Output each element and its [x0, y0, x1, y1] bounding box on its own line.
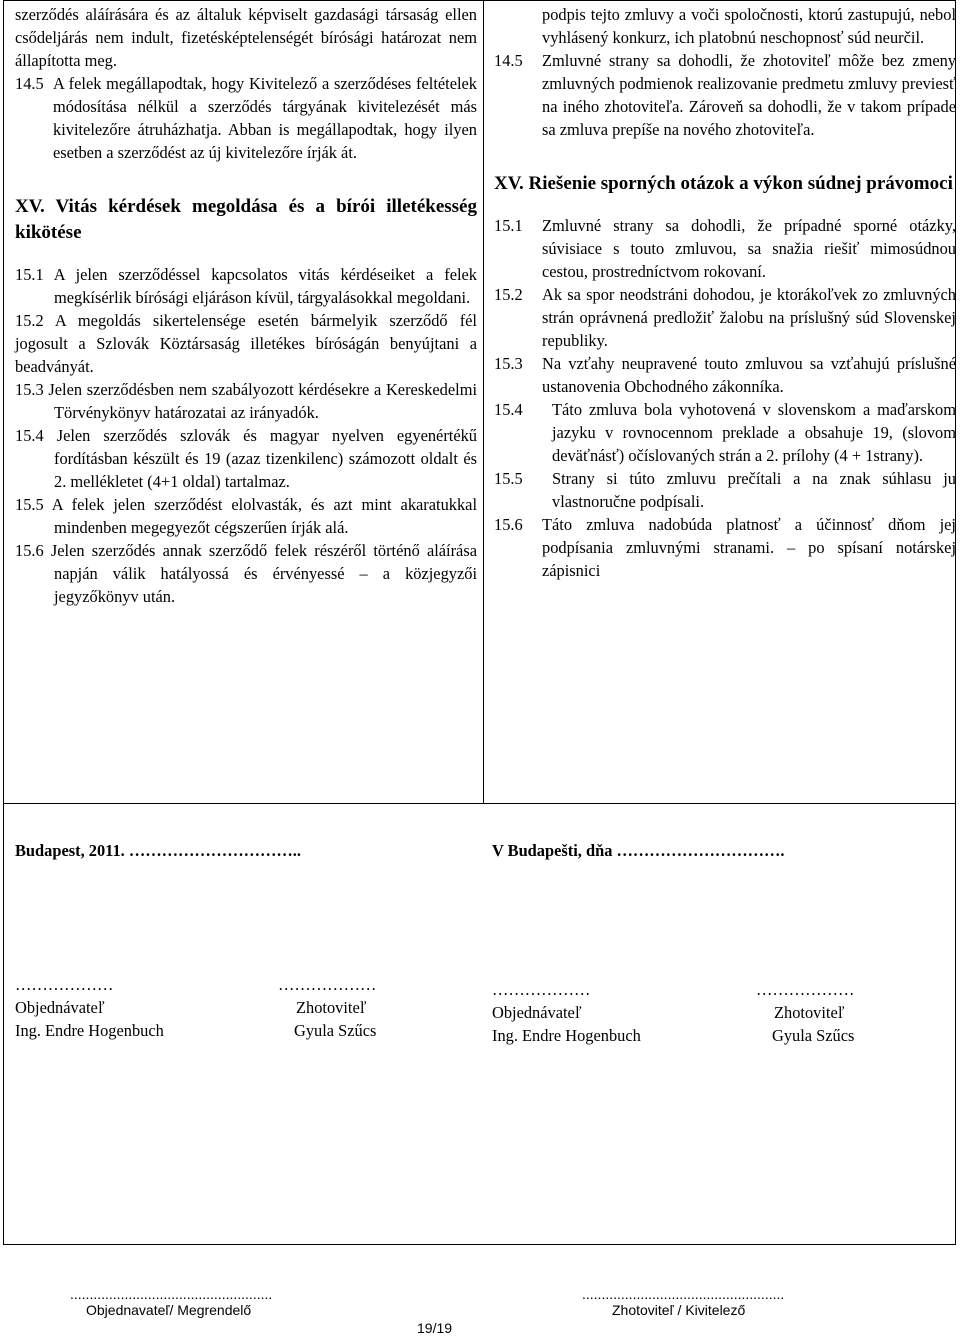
place-date: V Budapešti, dňa ………………………….: [492, 841, 785, 860]
clause-15-1: [494, 214, 956, 283]
intro-paragraph: szerződés aláírására és az általuk képviselt gazdasági társaság ellen csődeljárás nem indult, fizetésképtelenségét bírósági határozat nem állapította meg.: [15, 5, 477, 70]
signature-dots: ………………: [15, 975, 114, 994]
clause-text: Táto zmluva bola vyhotovená v slovenskom a maďarskom jazyku v rovnocennom preklade a obsahuje 19, (slovom deväťnásť) očíslovaných strán a 2. prílohy (4 + 1strany).: [552, 400, 956, 465]
signature-dots: ………………: [278, 975, 377, 994]
hungarian-column: [15, 3, 477, 608]
signature-role: Zhotoviteľ: [296, 998, 367, 1017]
row-divider: [4, 803, 955, 804]
clause-15-5: [15, 493, 477, 539]
clause-number: 15.6: [15, 541, 44, 560]
clause-15-3: [494, 352, 956, 398]
clause-number: 15.2: [15, 311, 44, 330]
clause-text: Na vzťahy neupravené touto zmluvou sa vzťahujú príslušné ustanovenia Obchodného zákonníka.: [542, 354, 956, 396]
slovak-column: [494, 3, 956, 582]
clause-15-4: [494, 398, 956, 467]
page-number: 19/19: [417, 1320, 453, 1336]
clause-number: 15.4: [15, 426, 44, 445]
signature-role: Zhotoviteľ: [774, 1003, 845, 1022]
clause-number: 15.3: [494, 354, 523, 373]
signature-role: Objednávateľ: [15, 998, 105, 1017]
footer-left-label: Objednavateľ/ Megrendelő: [86, 1302, 252, 1318]
contract-table: [3, 0, 956, 1245]
clause-number: 15.3: [15, 380, 44, 399]
clause-number: 15.1: [494, 216, 523, 235]
clause-number: 14.5: [494, 51, 523, 70]
signature-dots: ………………: [492, 980, 591, 999]
clause-text: A jelen szerződéssel kapcsolatos vitás kérdéseiket a felek megkísérlik bírósági eljáráson kívül, tárgyalásokkal megoldani.: [53, 265, 477, 307]
signature-role: Objednávateľ: [492, 1003, 582, 1022]
column-divider: [483, 1, 484, 803]
clause-text: Strany si túto zmluvu prečítali a na znak súhlasu ju vlastnoručne podpísali.: [552, 469, 956, 511]
clause-number: 14.5: [15, 74, 44, 93]
place-date: Budapest, 2011. …………………………..: [15, 841, 301, 860]
clause-15-6: [494, 513, 956, 582]
section-heading: XV. Vitás kérdések megoldása és a bírói illetékesség kikötése: [15, 196, 477, 243]
clause-number: 15.4: [494, 400, 523, 419]
clause-15-5: [494, 467, 956, 513]
clause-15-6: [15, 539, 477, 608]
clause-number: 15.5: [15, 495, 44, 514]
section-heading: XV. Riešenie sporných otázok a výkon súdnej právomoci: [494, 173, 953, 194]
clause-text: Ak sa spor neodstráni dohodou, je ktorákoľvek zo zmluvných strán oprávnená predložiť žalobu na príslušný súd Slovenskej republiky.: [542, 285, 956, 350]
footer-right-label: Zhotoviteľ / Kivitelező: [612, 1302, 746, 1318]
clause-14-5: [494, 49, 956, 141]
clause-15-2: [15, 309, 477, 378]
clause-text: Jelen szerződés szlovák és magyar nyelven egyenértékű fordításban készült és 19 (azaz tizenkilenc) számozott oldalt és 2. mellékletet (4+1 oldal) tartalmaz.: [54, 426, 477, 491]
intro-paragraph: podpis tejto zmluvy a voči spoločnosti, ktorú zastupujú, nebol vyhlásený konkurz, ich platobnú neschopnosť súd neurčil.: [542, 5, 956, 47]
signature-name: Gyula Szűcs: [772, 1026, 855, 1045]
signature-name: Ing. Endre Hogenbuch: [15, 1021, 164, 1040]
clause-number: 15.1: [15, 265, 44, 284]
signature-dots: ………………: [756, 980, 855, 999]
clause-text: Zmluvné strany sa dohodli, že zhotoviteľ môže bez zmeny zmluvných podmienok realizovanie predmetu zmluvy previesť na iného zhotoviteľa. Zároveň sa dohodli, že v takom prípade sa zmluva prepíše na nového zhotoviteľa.: [542, 51, 956, 139]
clause-15-4: [15, 424, 477, 493]
signature-name: Gyula Szűcs: [294, 1021, 377, 1040]
clause-text: Jelen szerződés annak szerződő felek részéről történő aláírása napján válik hatályossá és érvényessé – a közjegyzői jegyzőkönyv után.: [50, 541, 477, 606]
signature-name: Ing. Endre Hogenbuch: [492, 1026, 641, 1045]
footer-right-dots: ....................................................: [582, 1286, 785, 1302]
clause-text: A felek jelen szerződést elolvasták, és azt mint akaratukkal mindenben megegyezőt cégszerűen írják alá.: [51, 495, 477, 537]
clause-number: 15.6: [494, 515, 523, 534]
clause-14-5: [15, 72, 477, 164]
clause-number: 15.2: [494, 285, 523, 304]
clause-number: 15.5: [494, 469, 523, 488]
clause-15-3: [15, 378, 477, 424]
clause-text: A megoldás sikertelensége esetén bármelyik szerződő fél jogosult a Szlovák Köztársaság illetékes bíróságán benyújtani a beadványát.: [15, 311, 477, 376]
clause-text: Zmluvné strany sa dohodli, že prípadné sporné otázky, súvisiace s touto zmluvou, sa snažia riešiť mimosúdnou cestou, prostredníctvom rokovaní.: [542, 216, 956, 281]
footer-left-dots: ....................................................: [70, 1286, 273, 1302]
clause-15-2: [494, 283, 956, 352]
clause-text: Jelen szerződésben nem szabályozott kérdésekre a Kereskedelmi Törvénykönyv határozatai az irányadók.: [48, 380, 477, 422]
clause-text: Táto zmluva nadobúda platnosť a účinnosť dňom jej podpísania zmluvnými stranami. – po spísaní notárskej zápisnici: [542, 515, 956, 580]
clause-15-1: [15, 263, 477, 309]
clause-text: A felek megállapodtak, hogy Kivitelező a szerződéses feltételek módosítása nélkül a szerződés tárgyának kivitelezését más kivitelezőre átruházhatja. Abban is megállapodtak, hogy ilyen esetben a szerződést az új kivitelezőre írják át.: [53, 74, 477, 162]
